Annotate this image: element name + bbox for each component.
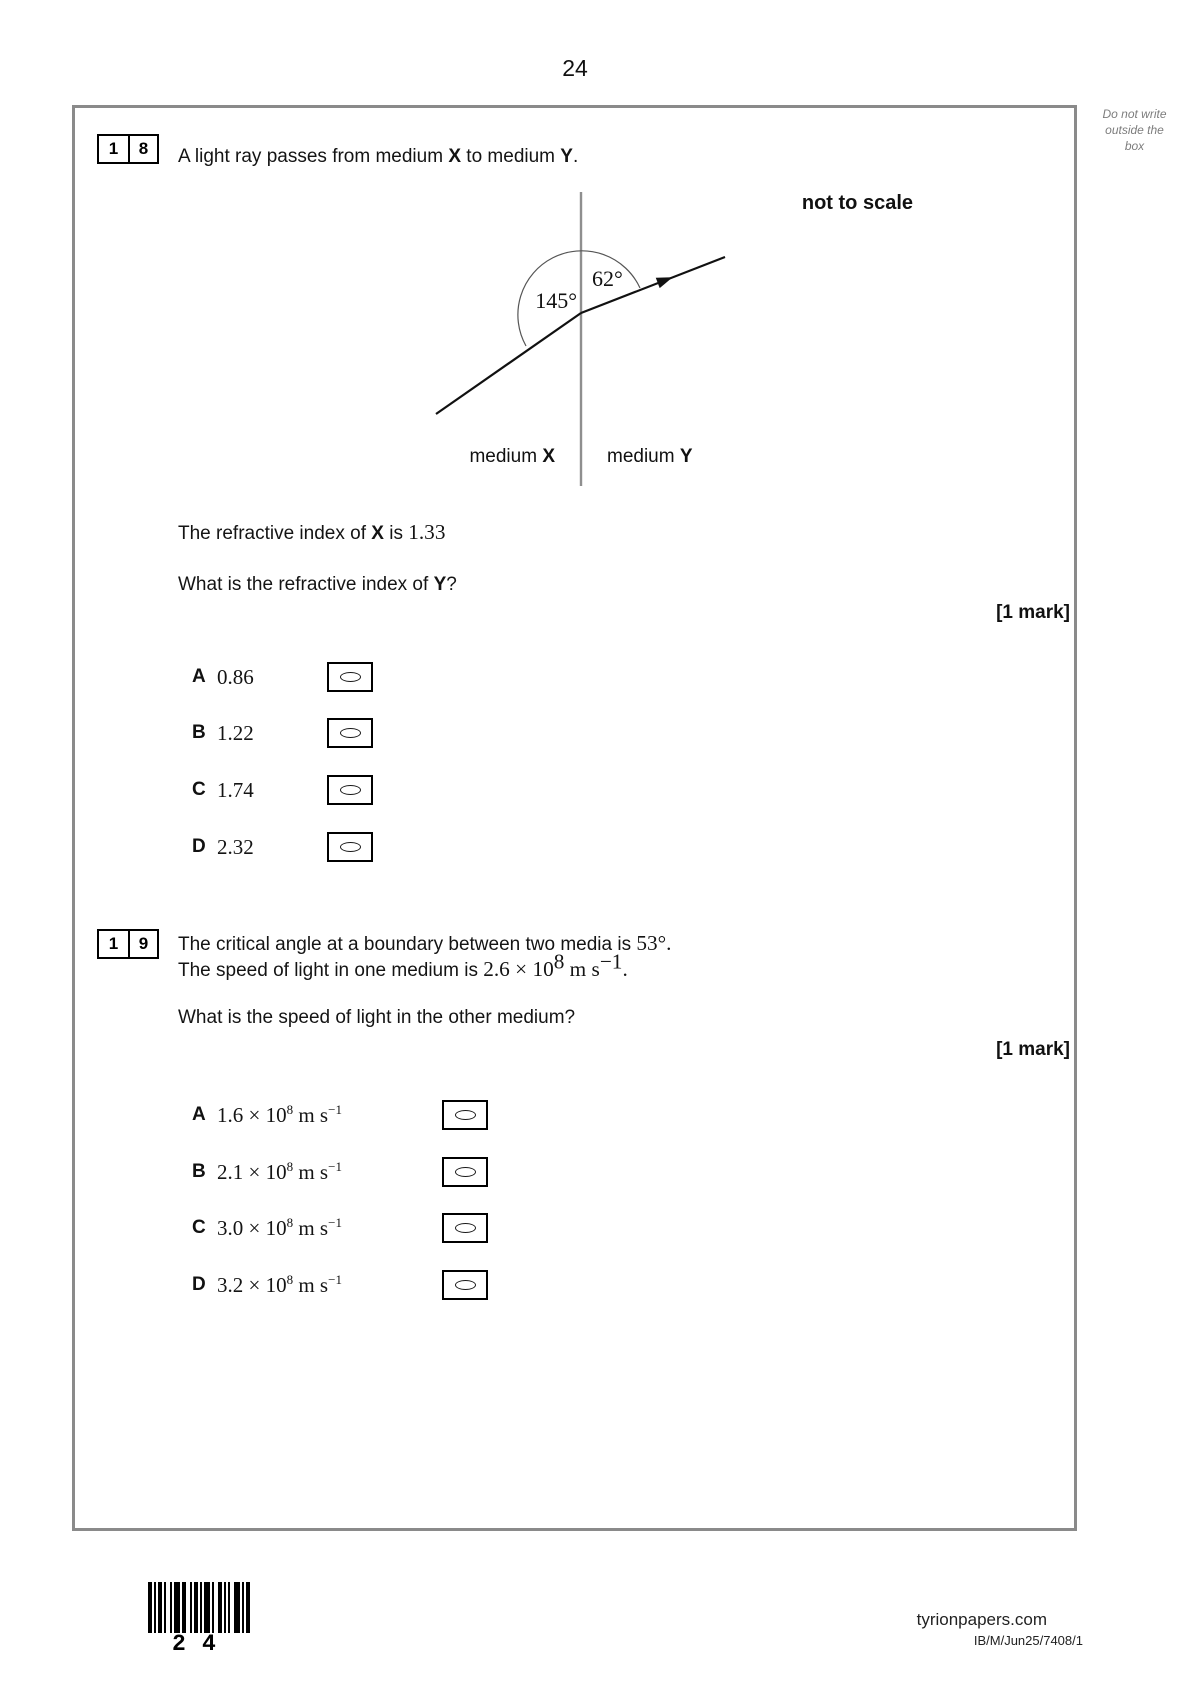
option-value: 0.86	[217, 664, 254, 689]
question-19-marks-label: [1 mark]	[996, 1039, 1070, 1060]
option-value: 2.32	[217, 834, 254, 859]
answer-lozenge-box-q19-d[interactable]	[442, 1270, 488, 1300]
do-not-write-note	[1082, 106, 1187, 155]
q18-option-row-b	[192, 718, 254, 748]
barcode	[148, 1582, 252, 1633]
q19-option-row-d	[192, 1270, 342, 1300]
option-letter: B	[192, 1161, 206, 1182]
option-value: $3.0 \times 10^8$ m $s^{-1}$	[217, 1214, 342, 1240]
question-19-question: What is the speed of light in the other medium?	[178, 1007, 576, 1028]
answer-lozenge-box-q18-b[interactable]	[327, 718, 373, 748]
page-number: 24	[562, 55, 588, 81]
note-line: box	[1124, 139, 1145, 154]
footer-paper-code: IB/M/Jun25/7408/1	[973, 1633, 1083, 1648]
question-19-number-box	[97, 929, 159, 959]
q18-option-row-c	[192, 775, 254, 805]
q18-option-row-a	[192, 662, 254, 692]
option-value: 1.22	[217, 720, 254, 745]
option-letter: A	[192, 666, 206, 687]
lozenge-icon	[340, 672, 361, 682]
barcode-digit: 4	[202, 1631, 216, 1657]
medium-x-label: medium X	[469, 446, 555, 467]
lozenge-icon	[455, 1223, 476, 1233]
angle-label-refracted: 62°	[592, 266, 623, 291]
question-19-line2: The speed of light in one medium is $2.6 \times 10^8$ m $s^{-1}$.	[178, 949, 628, 981]
option-letter: C	[192, 779, 206, 800]
answer-lozenge-box-q18-d[interactable]	[327, 832, 373, 862]
option-value: $1.6 \times 10^8$ m $s^{-1}$	[217, 1101, 342, 1127]
question-18-statement: The refractive index of X is 1.33	[178, 520, 446, 544]
option-value: $3.2 \times 10^8$ m $s^{-1}$	[217, 1271, 342, 1297]
lozenge-icon	[455, 1167, 476, 1177]
answer-lozenge-box-q19-b[interactable]	[442, 1157, 488, 1187]
option-letter: D	[192, 836, 206, 857]
answer-lozenge-box-q19-c[interactable]	[442, 1213, 488, 1243]
incident-ray	[436, 313, 581, 414]
option-letter: A	[192, 1104, 206, 1125]
medium-y-label: medium Y	[607, 446, 693, 467]
angle-label-incident: 145°	[535, 288, 577, 313]
barcode-digit: 2	[172, 1631, 186, 1657]
note-line: Do not write	[1102, 107, 1167, 121]
q19-option-row-b	[192, 1157, 342, 1187]
lozenge-icon	[340, 785, 361, 795]
question-18-question: What is the refractive index of Y?	[178, 574, 457, 595]
note-line: outside the	[1105, 123, 1164, 138]
question-number-cell: 1	[108, 139, 119, 158]
option-value: 1.74	[217, 777, 254, 802]
q18-option-row-d	[192, 832, 254, 862]
question-number-cell: 1	[108, 934, 119, 953]
answer-lozenge-box-q19-a[interactable]	[442, 1100, 488, 1130]
lozenge-icon	[455, 1280, 476, 1290]
question-number-cell: 9	[128, 931, 157, 957]
lozenge-icon	[340, 728, 361, 738]
q19-option-row-c	[192, 1213, 342, 1243]
q19-option-row-a	[192, 1100, 342, 1130]
question-18-marks-label: [1 mark]	[996, 602, 1070, 623]
answer-lozenge-box-q18-c[interactable]	[327, 775, 373, 805]
ray-arrowhead	[656, 272, 675, 288]
question-number-cell: 8	[128, 136, 157, 162]
lozenge-icon	[455, 1110, 476, 1120]
option-letter: C	[192, 1217, 206, 1238]
question-19-line1: The critical angle at a boundary between two media is 53°.	[178, 931, 672, 955]
lozenge-icon	[340, 842, 361, 852]
option-letter: B	[192, 722, 206, 743]
question-18-prompt: A light ray passes from medium X to medium Y.	[178, 146, 579, 167]
not-to-scale-label: not to scale	[801, 192, 913, 214]
option-value: $2.1 \times 10^8$ m $s^{-1}$	[217, 1158, 342, 1184]
option-letter: D	[192, 1274, 206, 1295]
answer-lozenge-box-q18-a[interactable]	[327, 662, 373, 692]
question-18-number-box	[97, 134, 159, 164]
footer-site: tyrionpapers.com	[916, 1610, 1047, 1629]
